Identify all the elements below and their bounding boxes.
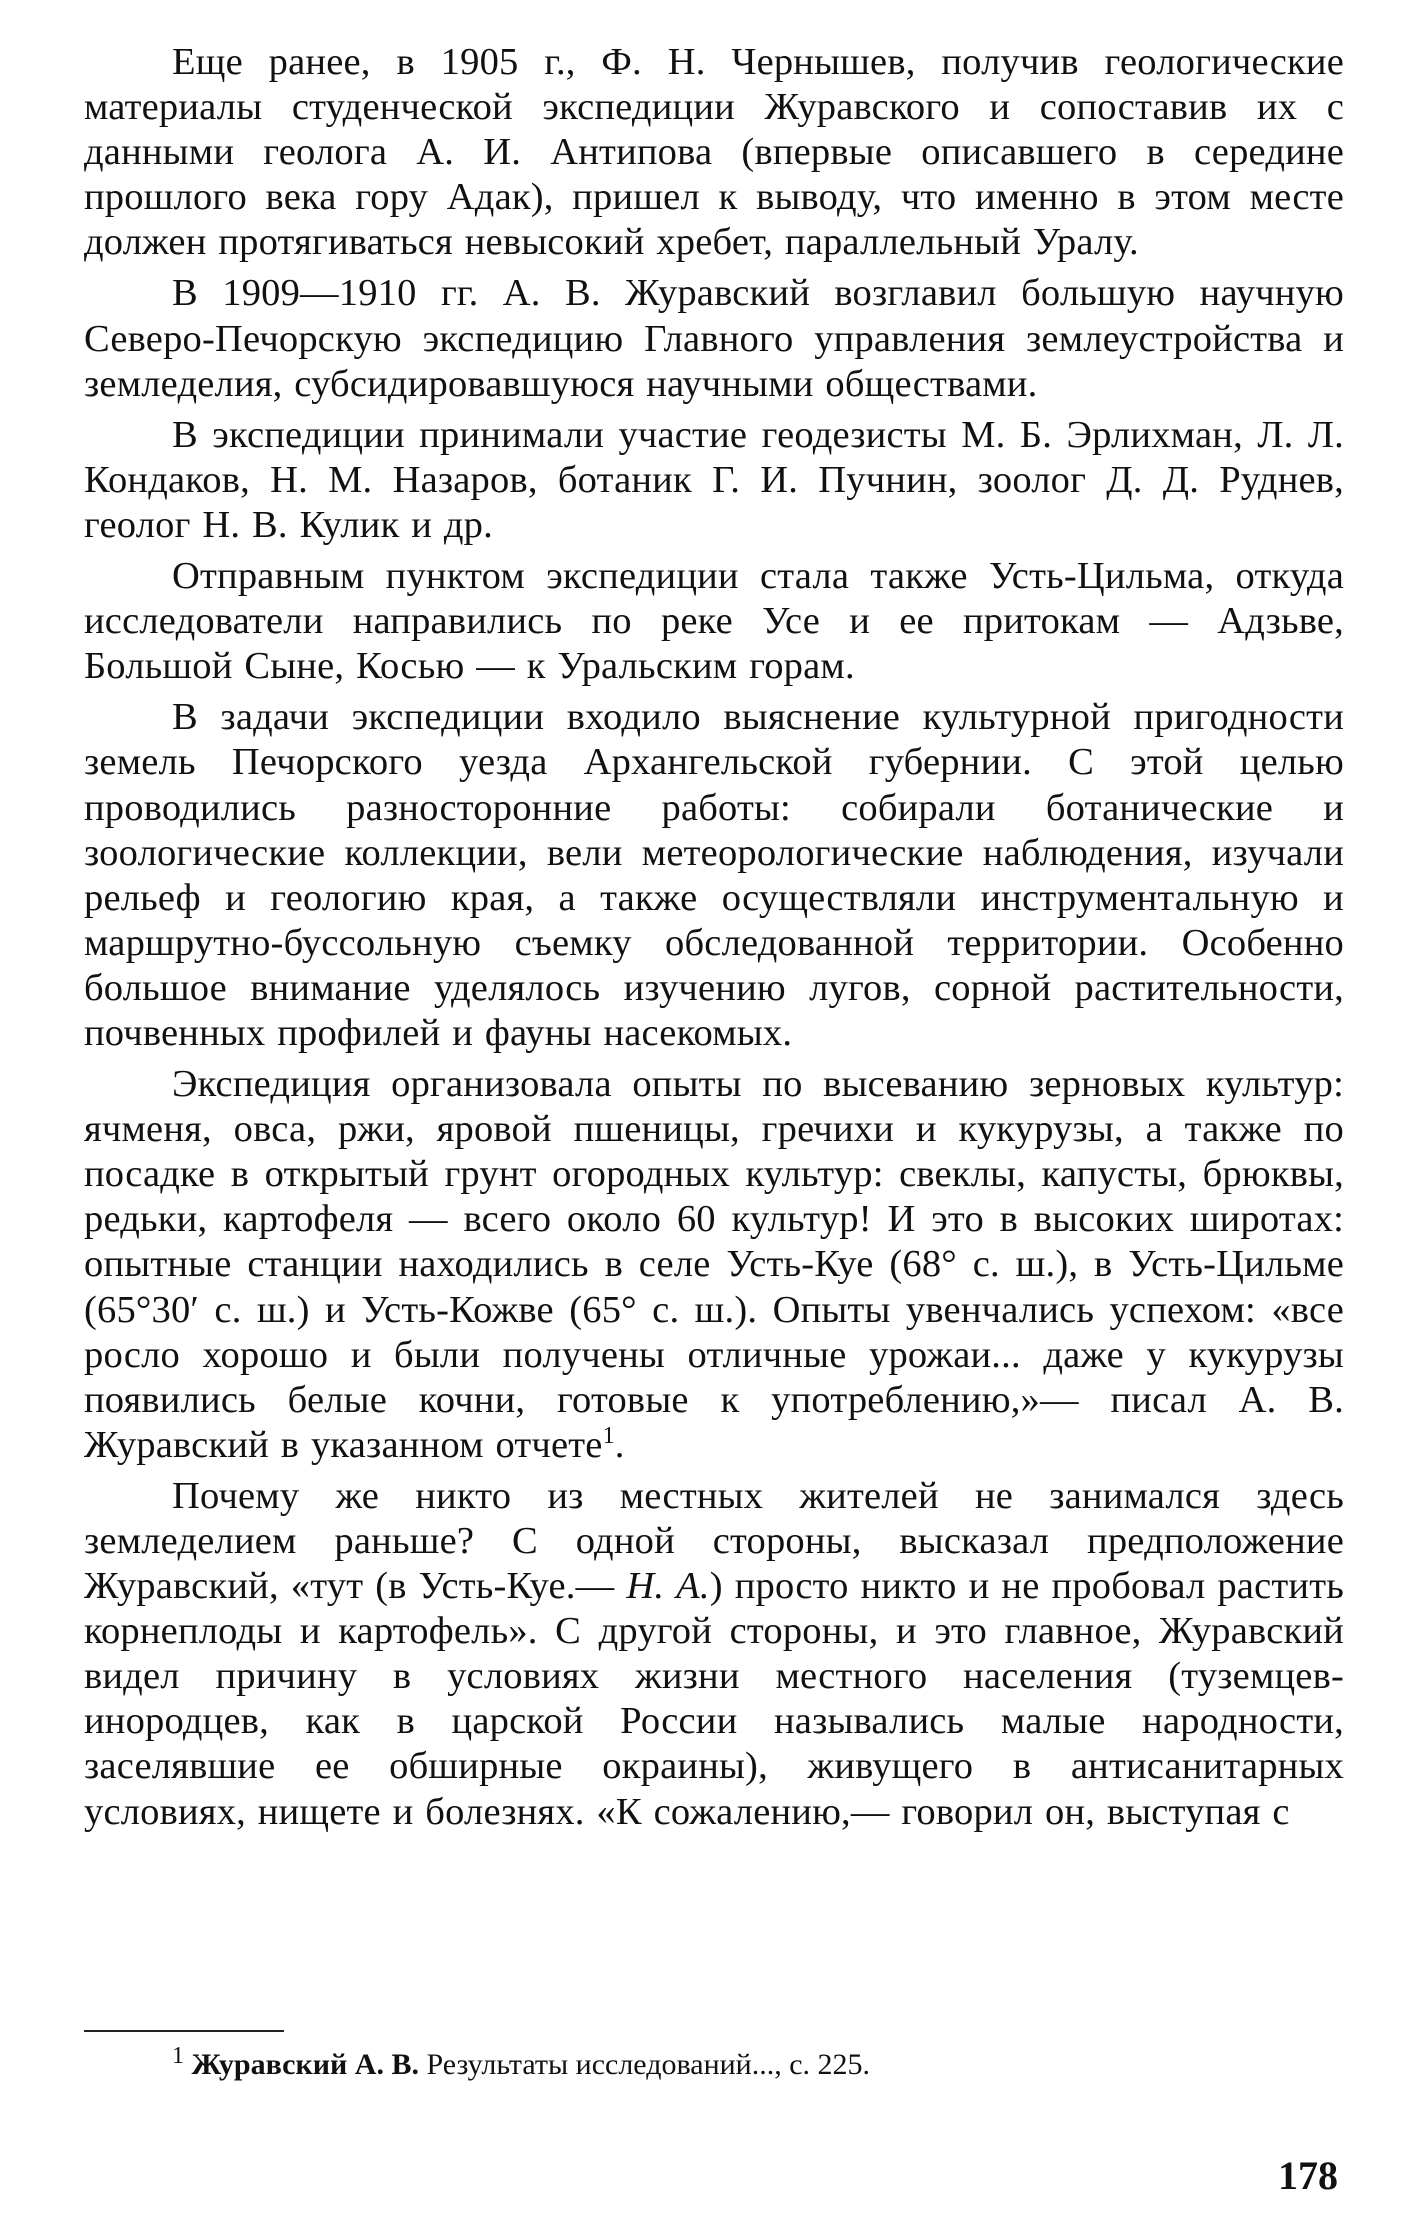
- footnote-text: Результаты исследований..., с. 225.: [418, 2048, 871, 2081]
- paragraph-2: В 1909—1910 гг. А. В. Журавский возглавил большую научную Северо-Печорскую экспедицию Главного управления землеустройства и земледелия, субсидировавшуюся научными обществами.: [84, 272, 1344, 405]
- footnote-reference: 1: [602, 1422, 615, 1449]
- book-page: [84, 40, 1344, 2200]
- paragraph-5: В задачи экспедиции входило выяснение культурной пригодности земель Печорского уезда Архангельской губернии. С этой целью проводились разносторонние работы: собирали ботанические и зоологические коллекции, вели метеорологические наблюдения, изучали рельеф и геологию края, а также осуществляли инструментальную и маршрутно-буссольную съемку обследованной территории. Особенно большое внимание уделялось изучению лугов, сорной растительности, почвенных профилей и фауны насекомых.: [84, 696, 1344, 1054]
- paragraph-7-start: Почему же никто из местных жителей не занимался здесь земледелием раньше? С одной стороны, высказал предположение Журавский, «тут (в Усть-Куе.—: [84, 1474, 1344, 1608]
- paragraph-6-tail: .: [614, 1423, 625, 1466]
- paragraph-3: В экспедиции принимали участие геодезисты М. Б. Эрлихман, Л. Л. Кондаков, Н. М. Назаров, ботаник Г. И. Пучнин, зоолог Д. Д. Руднев, геолог Н. В. Кулик и др.: [84, 413, 1344, 546]
- footnote-separator: [84, 2030, 284, 2032]
- paragraph-6: [84, 1062, 1344, 1468]
- editor-initials: Н. А.: [626, 1565, 710, 1608]
- paragraph-7-end: ) просто никто и не пробовал растить корнеплоды и картофель». С другой стороны, и это главное, Журавский видел причину в условиях жизни местного населения (туземцев-инородцев, как в царской России назывались малые народности, заселявшие ее обширные окраины), живущего в антисанитарных условиях, нищете и болезнях. «К сожалению,— говорил он, выступая с: [84, 1565, 1344, 1833]
- paragraph-4: Отправным пунктом экспедиции стала также Усть-Цильма, откуда исследователи направились по реке Усе и ее притокам — Адзьве, Большой Сыне, Косью — к Уральским горам.: [84, 555, 1344, 688]
- paragraph-1: Еще ранее, в 1905 г., Ф. Н. Чернышев, получив геологические материалы студенческой экспедиции Журавского и сопоставив их с данными геолога А. И. Антипова (впервые описавшего в середине прошлого века гору Адак), пришел к выводу, что именно в этом месте должен протягиваться невысокий хребет, параллельный Уралу.: [84, 41, 1344, 264]
- footnote: [84, 2043, 1344, 2084]
- paragraph-7: [84, 1474, 1344, 1835]
- footnote-marker: 1: [172, 2043, 184, 2069]
- main-text: [84, 40, 1344, 1835]
- page-number: 178: [1278, 2153, 1338, 2198]
- paragraph-6-text: Экспедиция организовала опыты по высеванию зерновых культур: ячменя, овса, ржи, яровой пшеницы, гречихи и кукурузы, а также по посадке в открытый грунт огородных культур: свеклы, капусты, брюквы, редьки, картофеля — всего около 60 культур! И это в высоких широтах: опытные станции находились в селе Усть-Куе (68° с. ш.), в Усть-Цильме (65°30′ с. ш.) и Усть-Кожве (65° с. ш.). Опыты увенчались успехом: «все росло хорошо и были получены отличные урожаи... даже у кукурузы появились белые кочни, готовые к употреблению,»— писал А. В. Журавский в указанном отчете: [84, 1063, 1344, 1466]
- footnote-author: Журавский А. В.: [191, 2048, 419, 2081]
